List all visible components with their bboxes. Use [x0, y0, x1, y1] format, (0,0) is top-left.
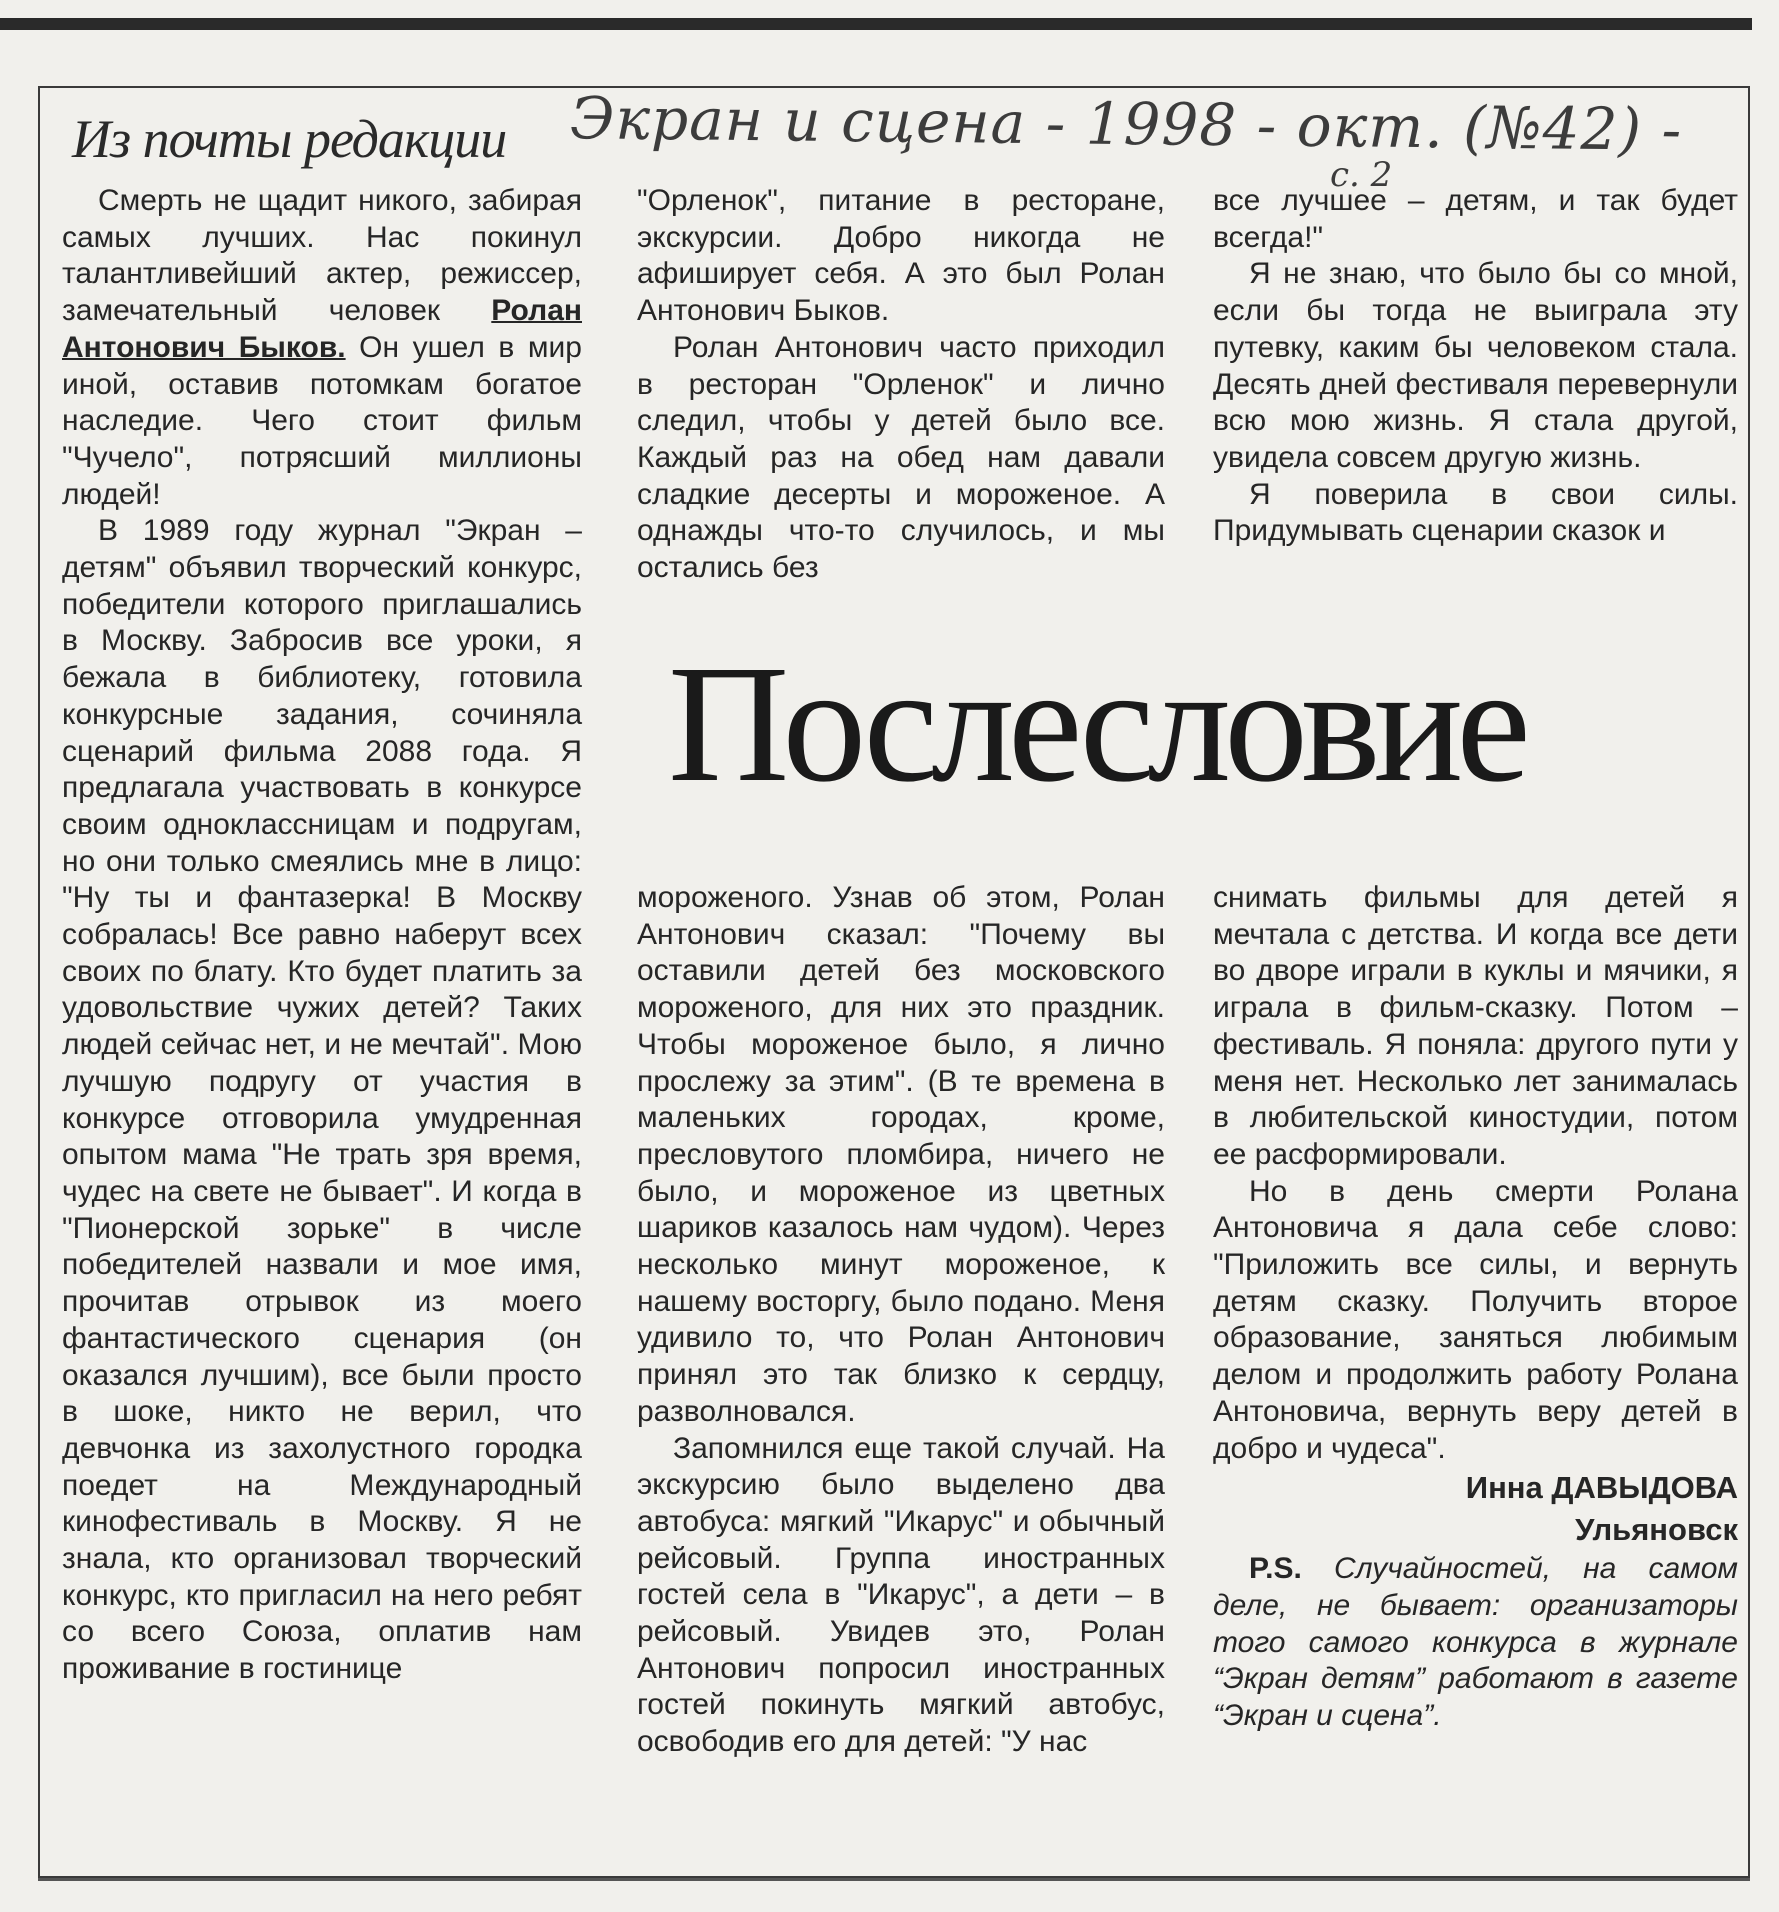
- paragraph: все лучшее – детям, и так будет всегда!": [1213, 184, 1738, 254]
- column-2-bottom: [637, 880, 1165, 1761]
- ps-text: Случайностей, на самом деле, не бывает: организаторы того самого конкурса в журнале “Экран детям” работают в газете “Экран и сцена”.: [1213, 1552, 1738, 1733]
- paragraph: Но в день смерти Ролана Антоновича я дала себе слово: "Приложить все силы, и вернуть детям сказку. Получить второе образование, заняться любимым делом и продолжить работу Ролана Антоновича, вернуть веру детей в добро и чудеса".: [1213, 1174, 1738, 1465]
- bottom-rule: [38, 1878, 1750, 1881]
- paragraph: В 1989 году журнал "Экран – детям" объявил творческий конкурс, победители которого приглашались в Москву. Забросив все уроки, я бежала в библиотеку, готовила конкурсные задания, сочиняла сценарий фильма 2088 года. Я предлагала участвовать в конкурсе своим одноклассницам и подругам, но они только смеялись мне в лицо: "Ну ты и фантазерка! В Москву собралась! Все равно наберут всех своих по блату. Кто будет платить за удовольствие чужих детей? Таких людей сейчас нет, и не мечтай". Мою лучшую подругу от участия в конкурсе отговорила умудренная опытом мама "Не трать зря время, чудес на свете не бывает". И когда в "Пионерской зорьке" в числе победителей назвали и мое имя, прочитав отрывок из моего фантастического сценария (он оказался лучшим), все были просто в шоке, никто не верил, что девчонка из захолустного городка поедет на Международный кинофестиваль в Москву. Я не знала, кто организовал творческий конкурс, кто пригласил на него ребят со всего Союза, оплатив нам проживание в гостинице: [62, 514, 582, 1686]
- article-headline: Послесловие: [668, 631, 1524, 817]
- ps-label: P.S.: [1249, 1552, 1302, 1586]
- postscript: [1213, 1551, 1738, 1735]
- paragraph: [62, 183, 582, 513]
- paragraph: Я поверила в свои силы. Придумывать сценарии сказок и: [1213, 477, 1738, 548]
- column-3-top: [1213, 183, 1738, 550]
- handwritten-note-page: с. 2: [1330, 155, 1393, 195]
- handwritten-note: Экран и сцена - 1998 - окт. (№42) -: [569, 84, 1683, 164]
- author-signature: [1213, 1467, 1738, 1551]
- column-3-bottom: [1213, 880, 1738, 1735]
- author-name: Инна ДАВЫДОВА: [1465, 1470, 1738, 1506]
- paragraph: мороженого. Узнав об этом, Ролан Антонович сказал: "Почему вы оставили детей без московского мороженого, для них это праздник. Чтобы мороженое было, я лично прослежу за этим". (В те времена в маленьких городах, кроме, пресловутого пломбира, ничего не было, и мороженое из цветных шариков казалось нам чудом). Через несколько минут мороженое, к нашему восторгу, было подано. Меня удивило то, что Ролан Антонович принял это так близко к сердцу, разволновался.: [637, 881, 1165, 1428]
- paragraph: Запомнился еще такой случай. На экскурсию было выделено два автобуса: мягкий "Икарус" и обычный рейсовый. Группа иностранных гостей села в "Икарус", а дети – в рейсовый. Увидев это, Ролан Антонович попросил иностранных гостей покинуть мягкий автобус, освободив его для детей: "У нас: [637, 1431, 1165, 1759]
- paragraph: "Орленок", питание в ресторане, экскурсии. Добро никогда не афиширует себя. А это был Ролан Антонович Быков.: [637, 184, 1165, 328]
- column-2-top: [637, 183, 1165, 587]
- text: Он ушел в мир иной, оставив потомкам богатое наследие. Чего стоит фильм "Чучело", потрясший миллионы людей!: [62, 330, 582, 511]
- top-rule: [0, 18, 1752, 30]
- paragraph: снимать фильмы для детей я мечтала с детства. И когда все дети во дворе играли в куклы и мячики, я играла в фильм-сказку. Потом – фестиваль. Я поняла: другого пути у меня нет. Несколько лет занималась в любительской киностудии, потом ее расформировали.: [1213, 881, 1738, 1171]
- paragraph: Ролан Антонович часто приходил в ресторан "Орленок" и лично следил, чтобы у детей было все. Каждый раз на обед нам давали сладкие десерты и мороженое. А однажды что-то случилось, и мы остались без: [637, 330, 1165, 585]
- author-city: Ульяновск: [1575, 1512, 1738, 1548]
- column-1: [62, 183, 582, 1688]
- text: Смерть не щадит никого, забирая самых лучших. Нас покинул талантливейший актер, режиссер, замечательный человек: [62, 184, 582, 328]
- rubric-title: Из почты редакции: [72, 109, 507, 169]
- paragraph: Я не знаю, что было бы со мной, если бы тогда не выиграла эту путевку, каким бы человеком стала. Десять дней фестиваля перевернули всю мою жизнь. Я стала другой, увидела совсем другую жизнь.: [1213, 257, 1738, 474]
- highlighted-name: Ролан Антонович Быков.: [62, 294, 582, 364]
